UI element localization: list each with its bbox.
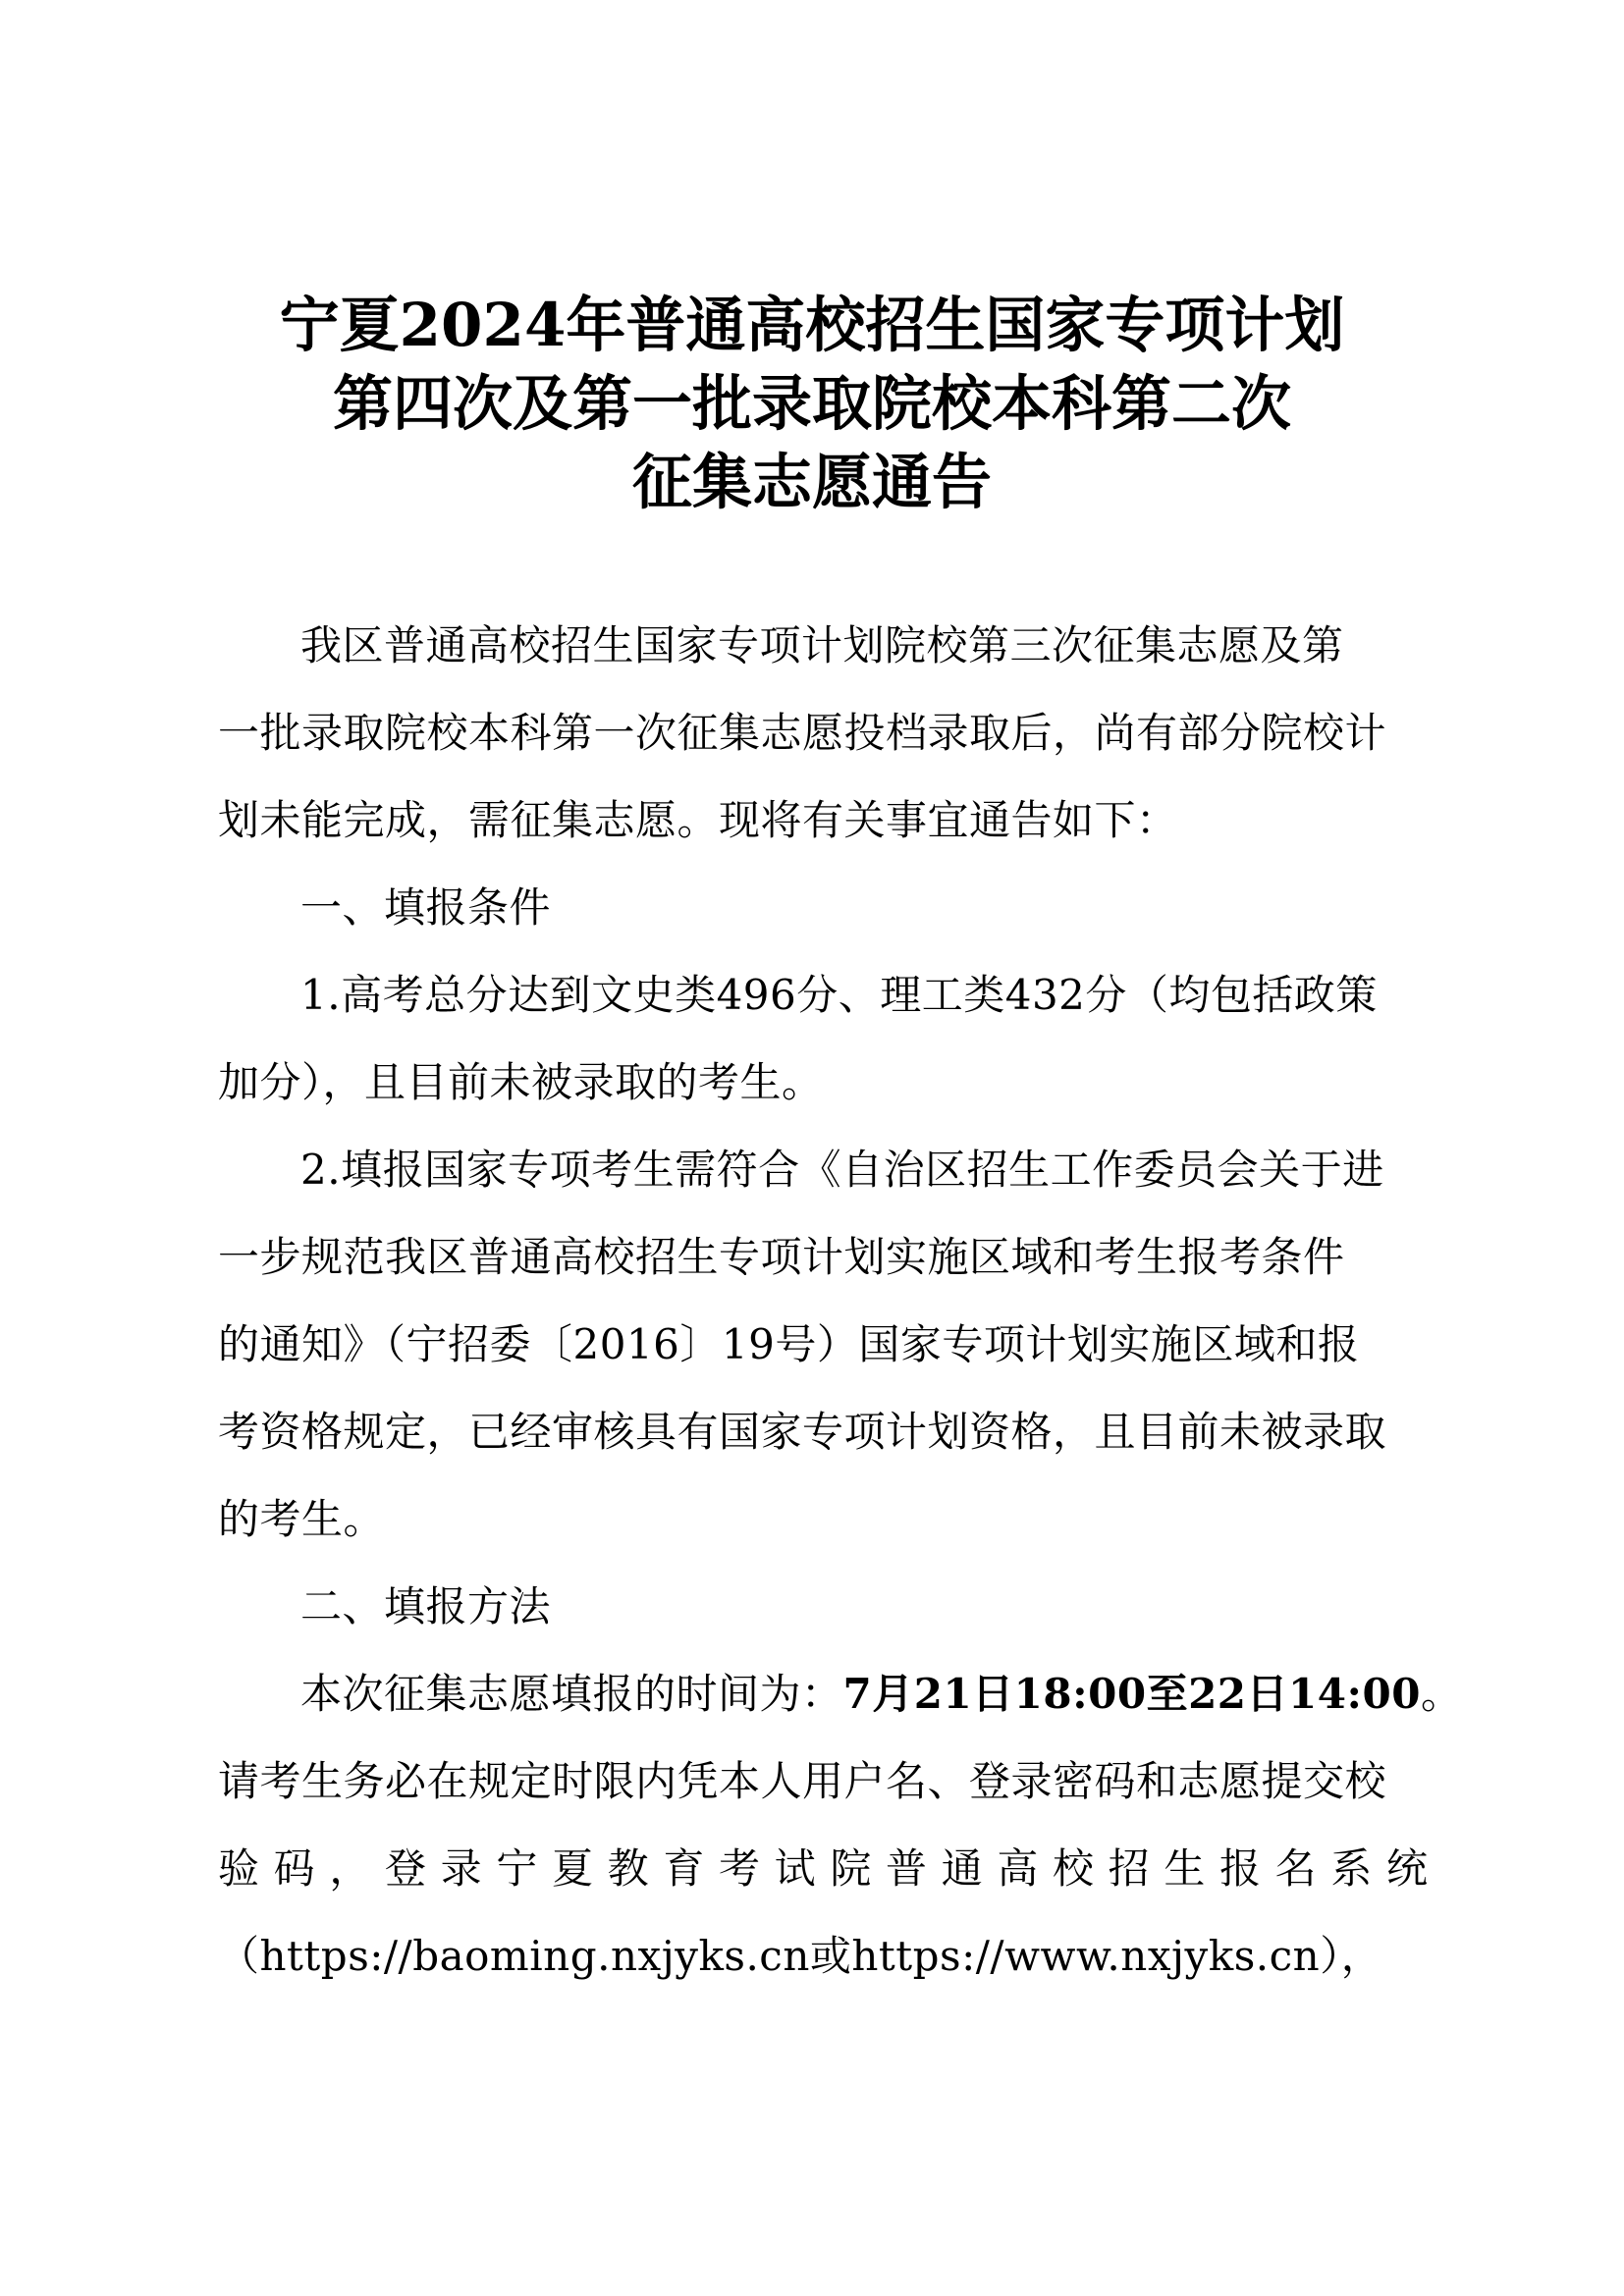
method-line-3: 验码，登录宁夏教育考试院普通高校招生报名系统 xyxy=(218,1844,1428,1893)
method-line-2: 请考生务必在规定时限内凭本人用户名、登录密码和志愿提交校 xyxy=(218,1757,1387,1805)
method-time-label: 本次征集志愿填报的时间为： xyxy=(300,1670,843,1718)
condition-1-line-2: 加分），且目前未被录取的考生。 xyxy=(218,1058,824,1106)
document-title xyxy=(196,287,1428,522)
intro-line-2: 一批录取院校本科第一次征集志愿投档录取后，尚有部分院校计 xyxy=(218,709,1387,757)
title-line-1: 宁夏2024年普通高校招生国家专项计划 xyxy=(279,291,1345,360)
submission-time-window: 7月21日18:00至22日14:00 xyxy=(842,1670,1421,1718)
intro-line-1: 我区普通高校招生国家专项计划院校第三次征集志愿及第 xyxy=(300,621,1344,669)
method-line-1-end: 。 xyxy=(1420,1670,1463,1718)
intro-line-3: 划未能完成，需征集志愿。现将有关事宜通告如下： xyxy=(218,796,1178,844)
title-line-3: 征集志愿通告 xyxy=(631,448,992,517)
condition-2-line-4: 考资格规定，已经审核具有国家专项计划资格，且目前未被录取 xyxy=(218,1408,1387,1456)
condition-1-line-1: 1.高考总分达到文史类496分、理工类432分（均包括政策 xyxy=(300,971,1378,1019)
condition-2-line-3: 的通知》（宁招委〔2016〕19号）国家专项计划实施区域和报 xyxy=(218,1320,1360,1368)
method-line-4-urls: （https://baoming.nxjyks.cn或https://www.nxjyks.cn）， xyxy=(218,1932,1383,1980)
condition-2-line-2: 一步规范我区普通高校招生专项计划实施区域和考生报考条件 xyxy=(218,1233,1345,1281)
condition-2-line-5: 的考生。 xyxy=(218,1495,386,1543)
condition-2-line-1: 2.填报国家专项考生需符合《自治区招生工作委员会关于进 xyxy=(300,1146,1384,1194)
section-2-heading: 二、填报方法 xyxy=(300,1582,552,1630)
section-1-heading: 一、填报条件 xyxy=(300,883,552,932)
method-line-1 xyxy=(300,1665,1463,1724)
title-line-2: 第四次及第一批录取院校本科第二次 xyxy=(332,369,1291,439)
